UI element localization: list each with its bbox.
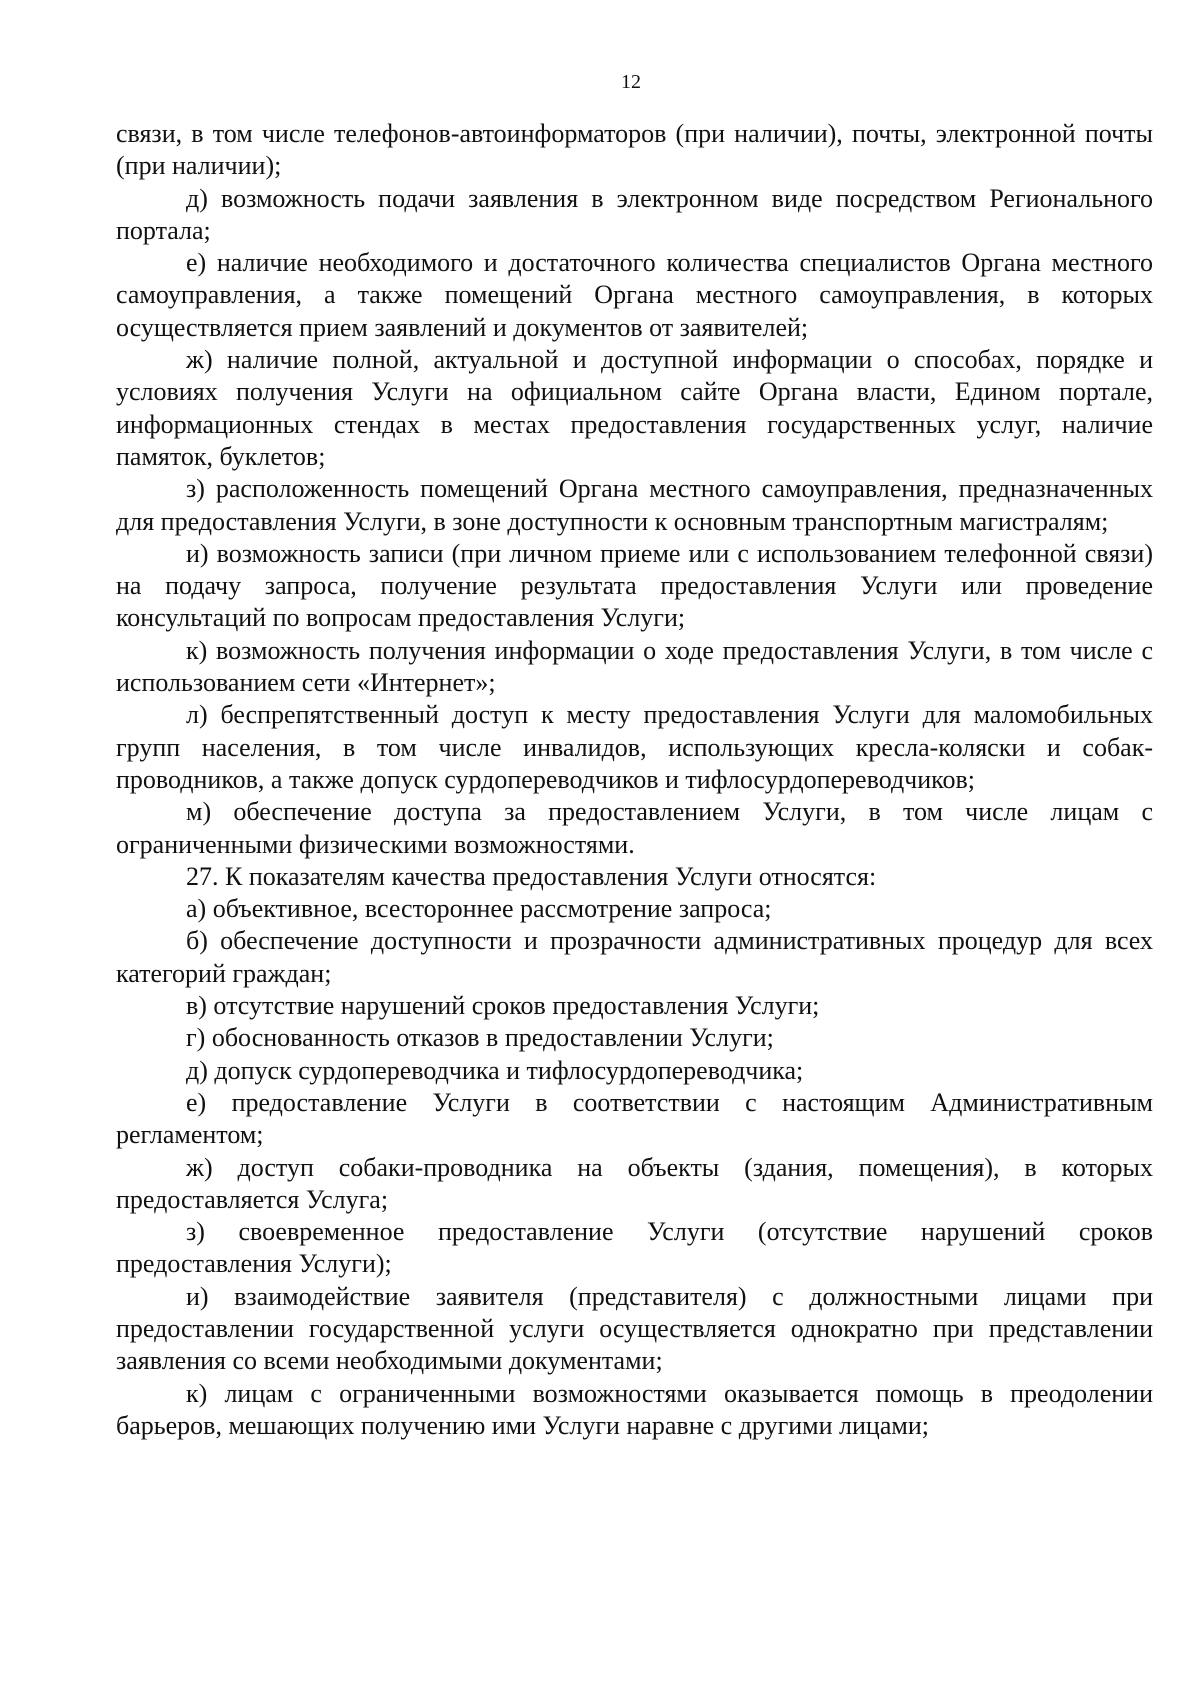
page-number: 12 [621, 71, 641, 93]
paragraph-item-a: а) объективное, всестороннее рассмотрение запроса; [186, 894, 772, 924]
paragraph-item-z-2: з) своевременное предоставление Услуги (отсутствие нарушений сроков предоставления Услуги); [116, 1217, 1153, 1279]
paragraph-item-i: и) возможность записи (при личном приеме или с использованием телефонной связи) на подачу запроса, получение результата предоставления Услуги или проведение консультаций по вопросам предоставления Услуги; [116, 538, 1153, 633]
paragraph-item-e-2: е) предоставление Услуги в соответствии с настоящим Административным регламентом; [116, 1087, 1153, 1150]
paragraph-section-27: 27. К показателям качества предоставления Услуги относятся: [186, 861, 877, 891]
paragraph-item-z: з) расположенность помещений Органа местного самоуправления, предназначенных для предоставления Услуги, в зоне доступности к основным транспортным магистралям; [116, 474, 1153, 536]
paragraph-item-b: б) обеспечение доступности и прозрачности административных процедур для всех категорий граждан; [116, 926, 1153, 988]
paragraph-item-k: к) возможность получения информации о ходе предоставления Услуги, в том числе с использованием сети «Интернет»; [116, 635, 1153, 698]
paragraph-item-d: д) возможность подачи заявления в электронном виде посредством Регионального портала; [116, 183, 1153, 245]
paragraph-item-e: е) наличие необходимого и достаточного количества специалистов Органа местного самоуправления, а также помещений Органа местного самоуправления, в которых осуществляется прием заявлений и документов от заявителей; [116, 248, 1153, 342]
paragraph-item-v: в) отсутствие нарушений сроков предоставления Услуги; [186, 991, 820, 1021]
paragraph-continuation: связи, в том числе телефонов-автоинформаторов (при наличии), почты, электронной почты (при наличии); [116, 119, 1153, 181]
paragraph-item-i-2: и) взаимодействие заявителя (представителя) с должностными лицами при предоставлении государственной услуги осуществляется однократно при представлении заявления со всеми необходимыми документами; [116, 1281, 1153, 1376]
paragraph-item-zh: ж) наличие полной, актуальной и доступной информации о способах, порядке и условиях получения Услуги на официальном сайте Органа власти, Едином портале, информационных стендах в местах предоставления государственных услуг, наличие памяток, буклетов; [116, 345, 1153, 471]
paragraph-item-g: г) обоснованность отказов в предоставлении Услуги; [186, 1023, 774, 1053]
paragraph-item-k-2: к) лицам с ограниченными возможностями оказывается помощь в преодолении барьеров, мешающих получению ими Услуги наравне с другими лицами; [116, 1378, 1153, 1440]
paragraph-item-d-2: д) допуск сурдопереводчика и тифлосурдопереводчика; [186, 1055, 804, 1085]
paragraph-item-zh-2: ж) доступ собаки-проводника на объекты (здания, помещения), в которых предоставляется Услуга; [116, 1152, 1153, 1214]
document-body [116, 118, 1153, 1442]
paragraph-item-m: м) обеспечение доступа за предоставлением Услуги, в том числе лицам с ограниченными физическими возможностями. [116, 797, 1153, 859]
paragraph-item-l: л) беспрепятственный доступ к месту предоставления Услуги для маломобильных групп населения, в том числе инвалидов, использующих кресла-коляски и собак-проводников, а также допуск сурдопереводчиков и тифлосурдопереводчиков; [116, 700, 1153, 794]
